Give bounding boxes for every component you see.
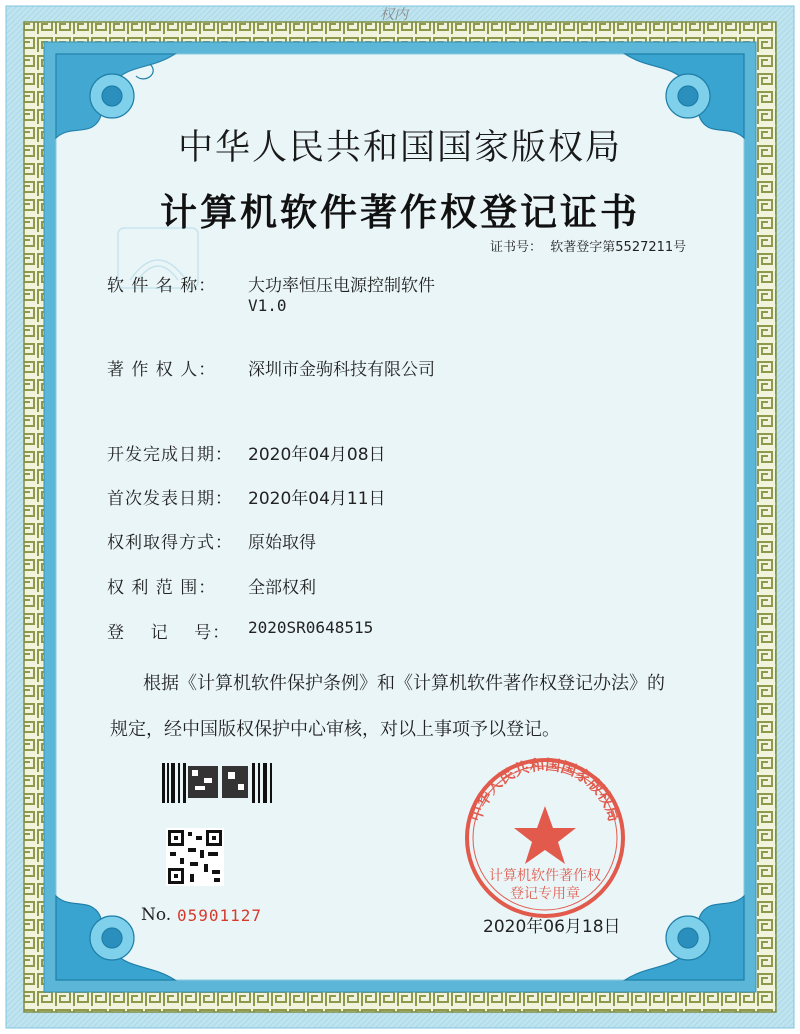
statement-line-1: 根据《计算机软件保护条例》和《计算机软件著作权登记办法》的 (143, 673, 665, 694)
certificate-number (490, 236, 686, 255)
handwritten-note: 权内 (380, 7, 408, 23)
issue-date: 2020年06月18日 (483, 917, 621, 937)
registration-number-label: 登 记 号： (107, 623, 231, 643)
completion-date-value: 2020年04月08日 (248, 445, 386, 465)
acquisition-method-label: 权利取得方式： (107, 533, 233, 553)
seal-line-1: 计算机软件著作权 (489, 868, 601, 884)
seal-line-2: 登记专用章 (510, 886, 580, 902)
certificate-title: 计算机软件著作权登记证书 (160, 191, 640, 234)
first-publish-date-value: 2020年04月11日 (248, 489, 386, 509)
software-version: V1.0 (248, 296, 287, 315)
certificate-number-value: 软著登字第5527211号 (550, 240, 687, 255)
serial-label: No. (141, 905, 172, 925)
certificate-number-label: 证书号： (490, 240, 543, 255)
rights-scope-value: 全部权利 (248, 578, 316, 598)
first-publish-date-label: 首次发表日期： (107, 489, 233, 509)
completion-date-label: 开发完成日期： (107, 445, 233, 465)
acquisition-method-value: 原始取得 (248, 533, 316, 553)
software-name-value: 大功率恒压电源控制软件 (248, 276, 435, 296)
qr-code (166, 828, 224, 886)
copyright-owner-label: 著 作 权 人： (107, 360, 217, 380)
statement-line-2: 规定，经中国版权保护中心审核，对以上事项予以登记。 (110, 719, 560, 740)
copyright-owner-value: 深圳市金驹科技有限公司 (248, 360, 435, 380)
software-name-label: 软 件 名 称： (107, 276, 217, 296)
rights-scope-label: 权 利 范 围： (107, 578, 217, 598)
seal-ring-text: 中华人民共和国国家版权局 (466, 755, 624, 824)
issuing-authority: 中华人民共和国国家版权局 (177, 128, 622, 168)
serial-number: 05901127 (177, 906, 263, 925)
registration-number-value: 2020SR0648515 (248, 618, 374, 637)
